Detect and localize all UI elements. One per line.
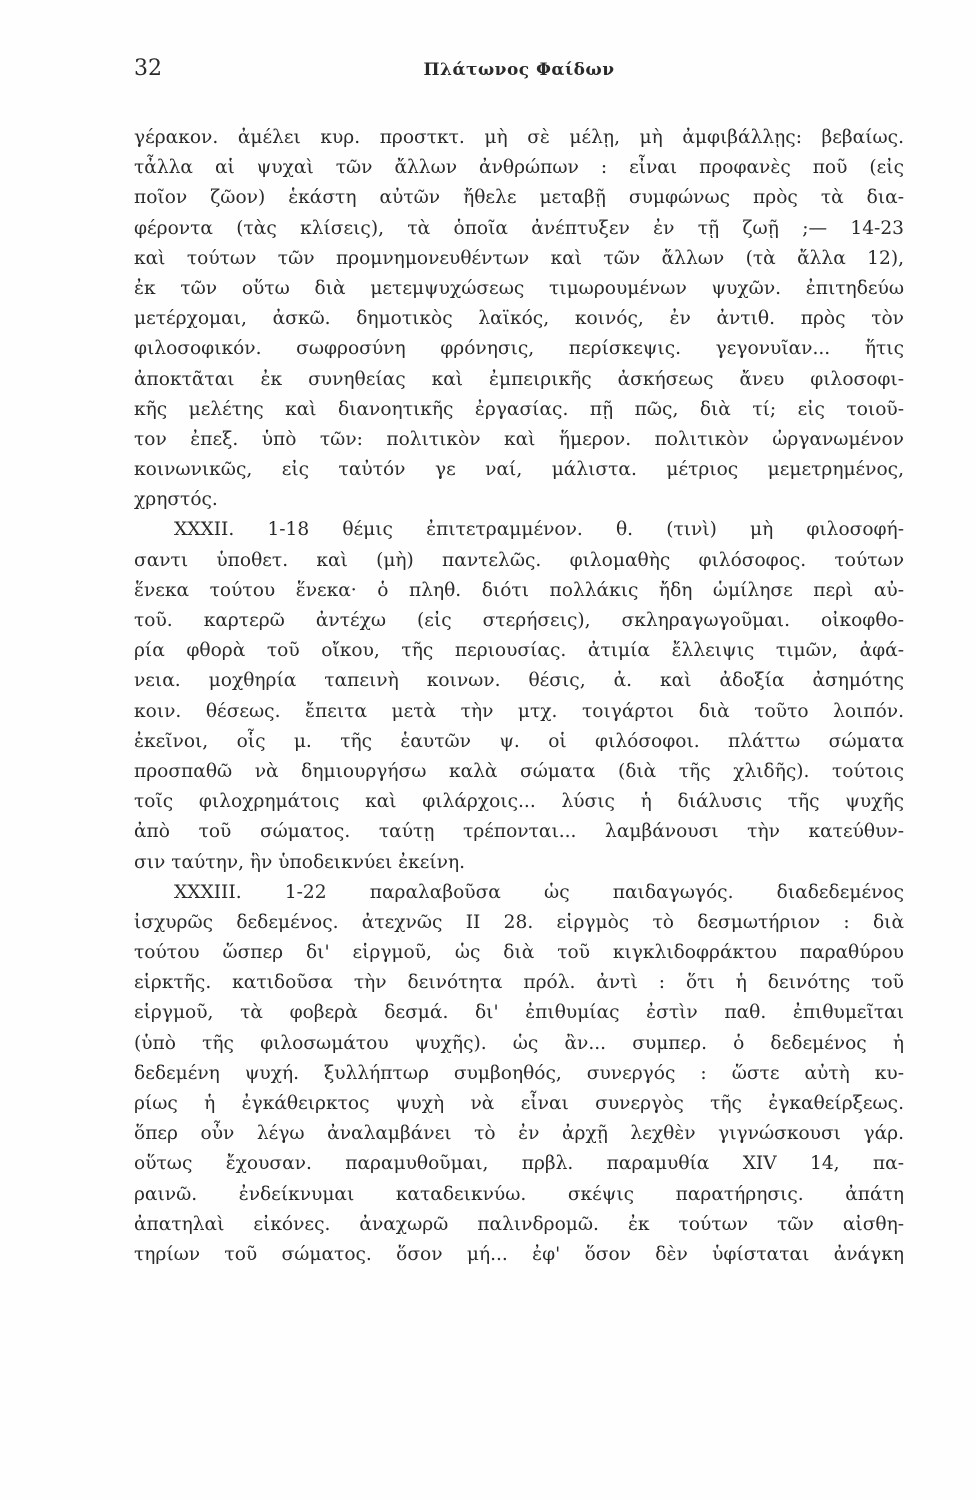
text-line: χρηστός.: [134, 489, 218, 511]
text-line: δεδεμένη ψυχή. ξυλλήπτωρ συμβοηθός, συνεργός : ὥστε αὐτὴ κυ-: [134, 1062, 904, 1084]
text-line: (ὑπὸ τῆς φιλοσωμάτου ψυχῆς). ὡς ἂν... συμπερ. ὁ δεδεμένος ἡ: [134, 1032, 904, 1054]
running-title: Πλάτωνος Φαίδων: [423, 60, 615, 80]
section-heading-line: XXXII. 1-18 θέμις ἐπιτετραμμένον. θ. (τινὶ) μὴ φιλοσοφή-: [174, 519, 904, 541]
text-line: τἆλλα αἱ ψυχαὶ τῶν ἄλλων ἀνθρώπων : εἶναι προφανὲς ποῦ (εἰς: [134, 157, 904, 179]
text-line: κῆς μελέτης καὶ διανοητικῆς ἐργασίας. πῇ πῶς, διὰ τί; εἰς τοιοῦ-: [134, 398, 904, 420]
text-line: τούτου ὥσπερ δι' εἱργμοῦ, ὡς διὰ τοῦ κιγκλιδοφράκτου παραθύρου: [134, 942, 904, 964]
text-line: ὅπερ οὖν λέγω ἀναλαμβάνει τὸ ἐν ἀρχῇ λεχθὲν γιγνώσκουσι γάρ.: [134, 1123, 904, 1145]
text-line: ρίως ἡ ἐγκάθειρκτος ψυχὴ νὰ εἶναι συνεργὸς τῆς ἐγκαθείρξεως.: [134, 1093, 904, 1114]
text-line: ἀπὸ τοῦ σώματος. ταύτῃ τρέπονται... λαμβάνουσι τὴν κατεύθυν-: [134, 821, 904, 843]
text-line: ραινῶ. ἐνδείκνυμαι καταδεικνύω. σκέψις παρατήρησις. ἀπάτη: [134, 1183, 904, 1205]
text-line: κοιν. θέσεως. ἔπειτα μετὰ τὴν μτχ. τοιγάρτοι διὰ τοῦτο λοιπόν.: [134, 700, 904, 722]
text-line: ἐκ τῶν οὕτω διὰ μετεμψυχώσεως τιμωρουμένων ψυχῶν. ἐπιτηδεύω: [134, 277, 904, 299]
text-line: κοινωνικῶς, εἰς ταὐτόν γε ναί, μάλιστα. μέτριος μεμετρημένος,: [134, 459, 904, 481]
text-line: ἕνεκα τούτου ἕνεκα· ὁ πληθ. διότι πολλάκις ἤδη ὡμίλησε περὶ αὐ-: [134, 579, 904, 601]
text-line: ἀποκτᾶται ἐκ συνηθείας καὶ ἐμπειρικῆς ἀσκήσεως ἄνευ φιλοσοφι-: [134, 368, 904, 390]
text-line: γέρακον. ἀμέλει κυρ. προστκτ. μὴ σὲ μέλῃ, μὴ ἀμφιβάλλῃς: βεβαίως.: [134, 127, 904, 148]
text-line: τηρίων τοῦ σώματος. ὅσον μή... ἐφ' ὅσον δὲν ὑφίσταται ἀνάγκη: [134, 1243, 904, 1265]
text-line: τοῖς φιλοχρημάτοις καὶ φιλάρχοις... λύσις ἡ διάλυσις τῆς ψυχῆς: [134, 791, 904, 813]
text-line: ἐκεῖνοι, οἷς μ. τῆς ἑαυτῶν ψ. οἱ φιλόσοφοι. πλάττω σώματα: [134, 730, 904, 752]
text-line: ρία φθορὰ τοῦ οἴκου, τῆς περιουσίας. ἀτιμία ἔλλειψις τιμῶν, ἀφά-: [134, 640, 904, 662]
page-header: [134, 56, 904, 96]
commentary-text: [134, 123, 904, 1270]
text-line: σιν ταύτην, ἣν ὑποδεικνύει ἐκείνη.: [134, 851, 466, 873]
text-line: τοῦ. καρτερῶ ἀντέχω (εἰς στερήσεις), σκληραγωγοῦμαι. οἰκοφθο-: [134, 610, 904, 631]
text-line: προσπαθῶ νὰ δημιουργήσω καλὰ σώματα (διὰ τῆς χλιδῆς). τούτοις: [134, 760, 904, 782]
text-line: φέροντα (τὰς κλίσεις), τὰ ὁποῖα ἀνέπτυξεν ἐν τῇ ζωῇ ;— 14-23: [134, 217, 904, 239]
text-line: καὶ τούτων τῶν προμνημονευθέντων καὶ τῶν ἄλλων (τὰ ἄλλα 12),: [134, 247, 904, 269]
text-line: τον ἐπεξ. ὑπὸ τῶν: πολιτικὸν καὶ ἥμερον. πολιτικὸν ὠργανωμένον: [134, 428, 904, 450]
text-line: ἀπατηλαὶ εἰκόνες. ἀναχωρῶ παλινδρομῶ. ἐκ τούτων τῶν αἰσθη-: [134, 1213, 904, 1235]
text-line: σαντι ὑποθετ. καὶ (μὴ) παντελῶς. φιλομαθὴς φιλόσοφος. τούτων: [134, 549, 904, 571]
text-line: μετέρχομαι, ἀσκῶ. δημοτικὸς λαϊκός, κοινός, ἐν ἀντιθ. πρὸς τὸν: [134, 308, 904, 330]
text-line: εἱργμοῦ, τὰ φοβερὰ δεσμά. δι' ἐπιθυμίας ἐστὶν παθ. ἐπιθυμεῖται: [134, 1002, 904, 1024]
text-line: φιλοσοφικόν. σωφροσύνη φρόνησις, περίσκεψις. γεγονυῖαν... ἥτις: [134, 338, 904, 360]
text-line: εἱρκτῆς. κατιδοῦσα τὴν δεινότητα πρόλ. ἀντὶ : ὅτι ἡ δεινότης τοῦ: [134, 972, 904, 994]
text-line: ἰσχυρῶς δεδεμένος. ἀτεχνῶς II 28. εἱργμὸς τὸ δεσμωτήριον : διὰ: [134, 911, 904, 933]
text-line: ποῖον ζῶον) ἑκάστη αὐτῶν ἤθελε μεταβῇ συμφώνως πρὸς τὰ δια-: [134, 187, 904, 209]
text-line: οὕτως ἔχουσαν. παραμυθοῦμαι, πρβλ. παραμυθία XIV 14, πα-: [134, 1153, 904, 1175]
page-number: 32: [134, 56, 162, 81]
text-line: νεια. μοχθηρία ταπεινὴ κοινων. θέσις, ἀ. καὶ ἀδοξία ἀσημότης: [134, 670, 904, 692]
section-heading-line: XXXIII. 1-22 παραλαβοῦσα ὡς παιδαγωγός. διαδεδεμένος: [174, 881, 904, 903]
